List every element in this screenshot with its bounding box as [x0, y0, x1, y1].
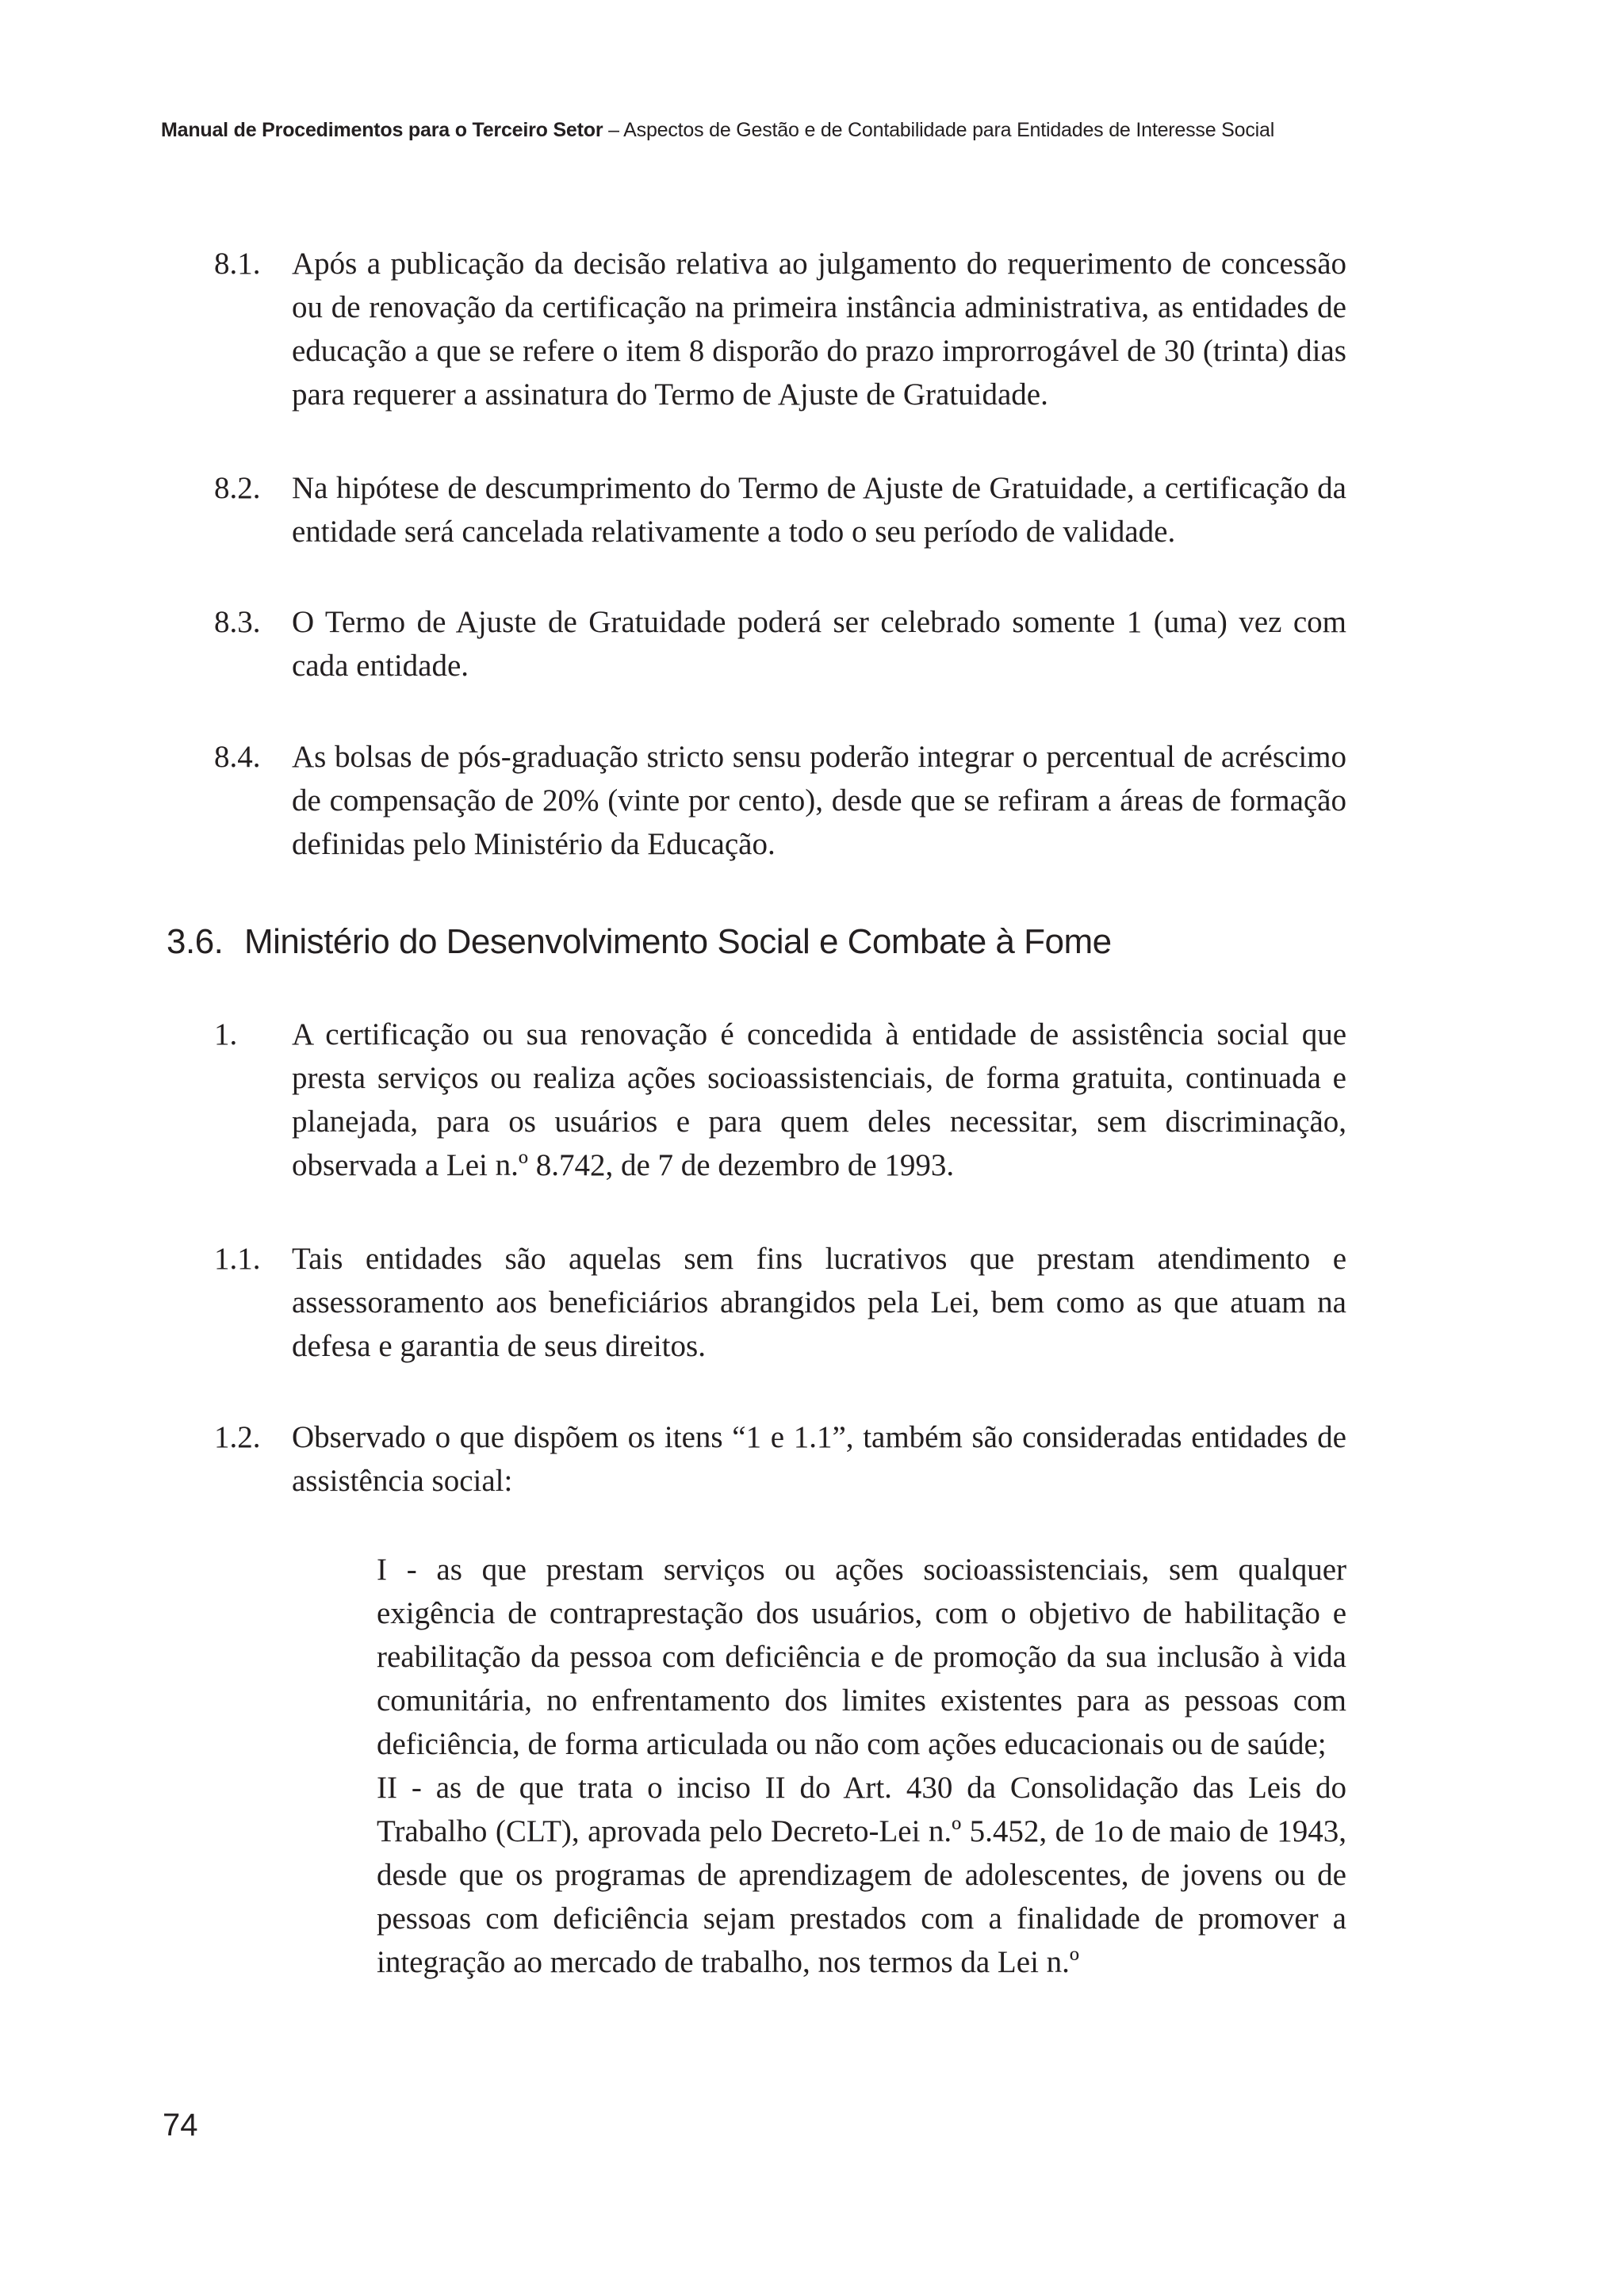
- item-number: 1.: [214, 1017, 238, 1051]
- item-number: 8.1.: [214, 247, 261, 281]
- list-item-1-1: [214, 1237, 1346, 1368]
- section-number: 3.6.: [167, 922, 224, 961]
- item-text: Na hipótese de descumprimento do Termo de Ajuste de Gratuidade, a certificação da entidade será cancelada relativamente a todo o seu período de validade.: [292, 471, 1346, 549]
- inciso-item: I - as que prestam serviços ou ações socioassistenciais, sem qualquer exigência de contraprestação dos usuários, com o objetivo de habilitação e reabilitação da pessoa com deficiência e de promoção da sua inclusão à vida comunitária, no enfrentamento dos limites existentes para as pessoas com deficiência, de forma articulada ou não com ações educacionais ou de saúde;: [377, 1553, 1346, 1761]
- inciso-item: II - as de que trata o inciso II do Art. 430 da Consolidação das Leis do Trabalho (CLT), aprovada pelo Decreto-Lei n.º 5.452, de 1o de maio de 1943, desde que os programas de aprendizagem de adolescentes, de jovens ou de pessoas com deficiência sejam prestados com a finalidade de promover a integração ao mercado de trabalho, nos termos da Lei n.º: [377, 1771, 1346, 1979]
- item-number: 1.1.: [214, 1242, 261, 1276]
- running-header-title: Manual de Procedimentos para o Terceiro Setor: [161, 119, 603, 141]
- inciso-list: [377, 1548, 1346, 1984]
- running-header: [161, 119, 1493, 142]
- item-number: 8.2.: [214, 471, 261, 505]
- item-text: A certificação ou sua renovação é concedida à entidade de assistência social que presta serviços ou realiza ações socioassistenciais, de forma gratuita, continuada e planejada, para os usuários e para quem deles necessitar, sem discriminação, observada a Lei n.º 8.742, de 7 de dezembro de 1993.: [292, 1017, 1346, 1182]
- list-item-8-1: [214, 242, 1346, 416]
- item-number: 8.4.: [214, 740, 261, 774]
- list-item-8-2: [214, 466, 1346, 553]
- item-number: 8.3.: [214, 605, 261, 639]
- item-text: As bolsas de pós-graduação stricto sensu poderão integrar o percentual de acréscimo de compensação de 20% (vinte por cento), desde que se refiram a áreas de formação definidas pelo Ministério da Educação.: [292, 740, 1346, 861]
- item-text: Observado o que dispõem os itens “1 e 1.1”, também são consideradas entidades de assistência social:: [292, 1420, 1346, 1498]
- item-text: Após a publicação da decisão relativa ao julgamento do requerimento de concessão ou de renovação da certificação na primeira instância administrativa, as entidades de educação a que se refere o item 8 disporão do prazo improrrogável de 30 (trinta) dias para requerer a assinatura do Termo de Ajuste de Gratuidade.: [292, 247, 1346, 412]
- section-title: Ministério do Desenvolvimento Social e Combate à Fome: [244, 922, 1112, 961]
- section-heading: [167, 920, 1356, 964]
- list-item-8-3: [214, 600, 1346, 687]
- list-item-1: [214, 1013, 1346, 1187]
- page-number: 74: [163, 2108, 198, 2143]
- list-item-8-4: [214, 735, 1346, 866]
- item-number: 1.2.: [214, 1420, 261, 1454]
- list-item-1-2: [214, 1415, 1346, 1503]
- item-text: Tais entidades são aquelas sem fins lucrativos que prestam atendimento e assessoramento aos beneficiários abrangidos pela Lei, bem como as que atuam na defesa e garantia de seus direitos.: [292, 1242, 1346, 1363]
- running-header-subtitle: – Aspectos de Gestão e de Contabilidade para Entidades de Interesse Social: [603, 119, 1275, 141]
- item-text: O Termo de Ajuste de Gratuidade poderá ser celebrado somente 1 (uma) vez com cada entidade.: [292, 605, 1346, 683]
